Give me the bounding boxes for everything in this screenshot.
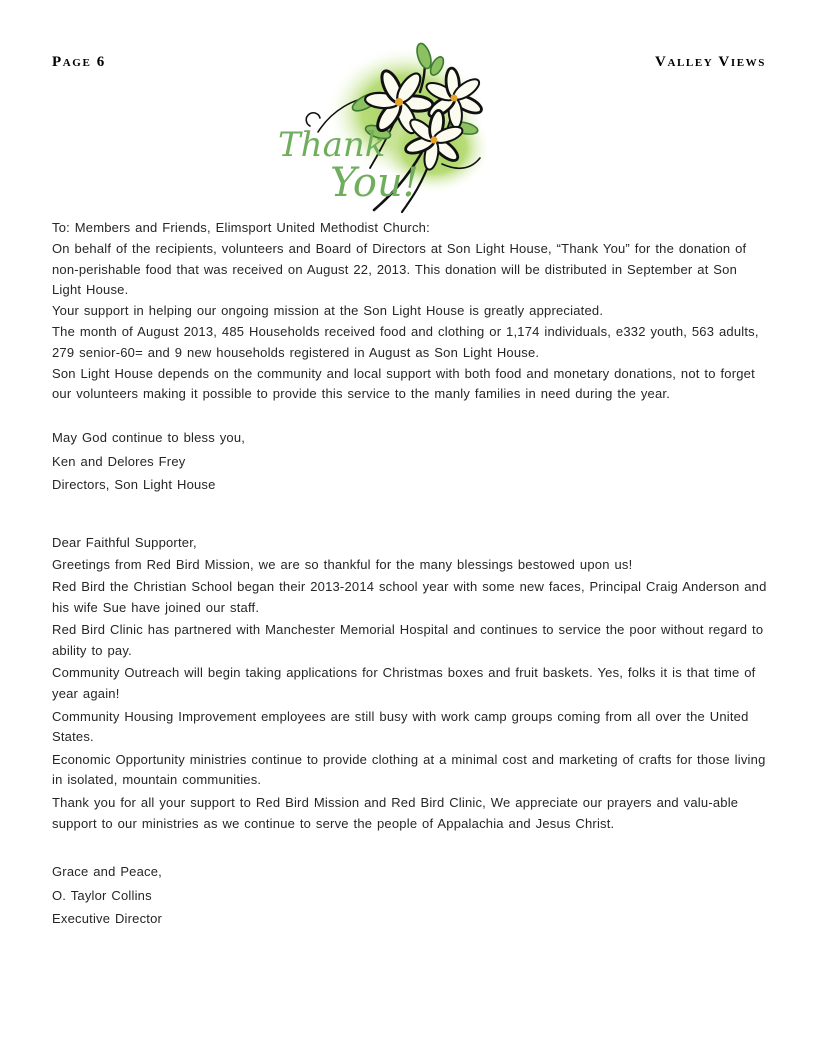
letter2-paragraph: Economic Opportunity ministries continue to provide clothing at a minimal cost and marketing of crafts for those living in isolated, mountain communities. [52, 751, 766, 788]
letter2-paragraph: Greetings from Red Bird Mission, we are so thankful for the many blessings bestowed upon us! [52, 556, 633, 572]
letter1-paragraph: On behalf of the recipients, volunteers and Board of Directors at Son Light House, “Thank You” for the donation of non-perishable food that was received on August 22, 2013. This donation will be distributed in September at Son Light House. [52, 240, 747, 298]
letter1-signature [52, 426, 767, 497]
letter1-paragraph: Your support in helping our ongoing mission at the Son Light House is greatly appreciated. [52, 303, 604, 319]
letter-red-bird-mission [52, 533, 767, 931]
letter1-signer-name: Ken and Delores Frey [52, 453, 186, 469]
page-number-label: Page 6 [52, 54, 106, 70]
you-word: You! [330, 160, 419, 206]
letter1-closing-line: May God continue to bless you, [52, 430, 246, 446]
thank-you-artwork [274, 40, 486, 214]
letter2-salutation: Dear Faithful Supporter, [52, 534, 197, 550]
page-body [52, 218, 767, 931]
letter2-signature [52, 860, 767, 931]
letter1-salutation: To: Members and Friends, Elimsport United Methodist Church: [52, 220, 430, 235]
letter1-paragraph: The month of August 2013, 485 Households received food and clothing or 1,174 individuals, e332 youth, 563 adults, 279 senior-60= and 9 new households registered in August as Son Light House. [52, 323, 759, 360]
letter2-signer-title: Executive Director [52, 911, 163, 927]
letter1-signer-title: Directors, Son Light House [52, 477, 216, 493]
letter2-paragraph: Red Bird the Christian School began their 2013-2014 school year with some new faces, Principal Craig Anderson and his wife Sue have joined our staff. [52, 579, 767, 616]
letter2-paragraph: Community Outreach will begin taking applications for Christmas boxes and fruit baskets. Yes, folks it is that time of year again! [52, 665, 756, 702]
letter2-paragraph: Red Bird Clinic has partnered with Manchester Memorial Hospital and continues to service the poor without regard to ability to pay. [52, 622, 764, 659]
letter1-paragraph: Son Light House depends on the community and local support with both food and monetary donations, not to forget our volunteers making it possible to provide this service to the manly families in need during the year. [52, 365, 755, 402]
thank-you-bouquet-icon [274, 40, 486, 214]
letter2-paragraph: Thank you for all your support to Red Bird Mission and Red Bird Clinic, We appreciate our prayers and valu-able support to our ministries as we continue to serve the people of Appalachia and Jesus Christ. [52, 794, 739, 831]
letter2-paragraph: Community Housing Improvement employees are still busy with work camp groups coming from all over the United States. [52, 708, 749, 745]
letter2-closing-line: Grace and Peace, [52, 864, 162, 880]
letter2-signer-name: O. Taylor Collins [52, 887, 152, 903]
letter-son-light-house [52, 218, 767, 497]
thank-word: Thank [278, 125, 386, 165]
publication-title: Valley Views [655, 54, 766, 70]
